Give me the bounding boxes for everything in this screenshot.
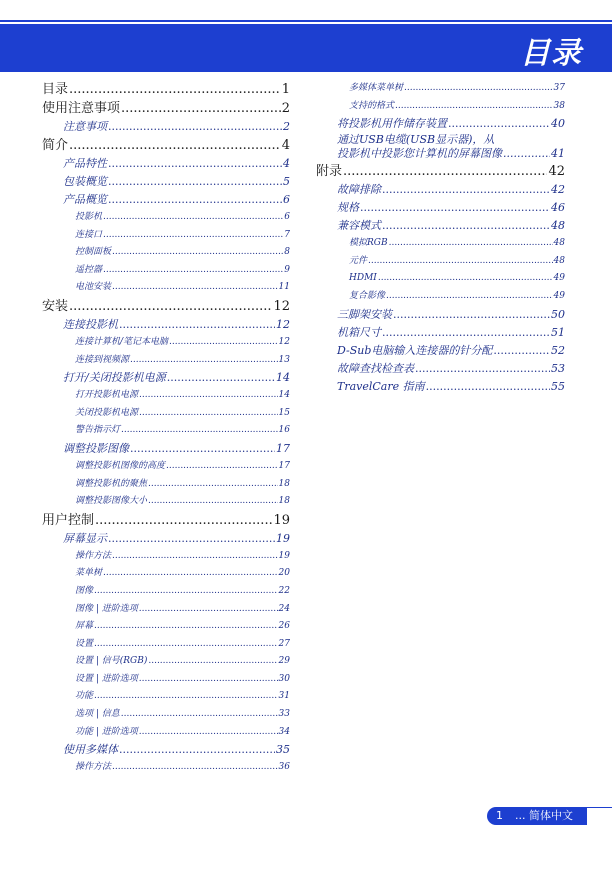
toc-entry-title: 包装概览 bbox=[63, 175, 107, 188]
toc-entry-title: 功能 | 进阶选项 bbox=[75, 726, 138, 737]
header-rule bbox=[0, 20, 612, 22]
toc-entry[interactable] bbox=[42, 706, 290, 724]
toc-entry-title: 选项 | 信息 bbox=[75, 709, 120, 720]
toc-entry-page: 22 bbox=[278, 585, 290, 596]
toc-entry[interactable] bbox=[42, 548, 290, 566]
toc-entry-page: 8 bbox=[284, 247, 290, 258]
toc-entry-page: 6 bbox=[283, 193, 290, 206]
toc-entry-page: 53 bbox=[551, 361, 565, 375]
toc-entry-page: 55 bbox=[551, 379, 565, 393]
toc-entry-page: 20 bbox=[278, 568, 290, 579]
toc-entry-page: 9 bbox=[284, 264, 290, 275]
toc-entry-title: 模拟RGB bbox=[349, 238, 388, 249]
toc-leader-dots bbox=[493, 342, 550, 360]
toc-entry-title: 控制面板 bbox=[75, 247, 112, 258]
toc-leader-dots bbox=[108, 173, 282, 191]
toc-entry-page: 14 bbox=[276, 371, 290, 385]
toc-entry-page: 29 bbox=[278, 656, 290, 667]
toc-entry-title: 投影机 bbox=[75, 212, 103, 222]
toc-leader-dots bbox=[169, 334, 278, 352]
toc-entry-title-cont: 投影机中投影您计算机的屏幕图像 bbox=[337, 147, 502, 161]
toc-entry-page: 41 bbox=[551, 147, 565, 161]
toc-entry[interactable] bbox=[316, 98, 565, 116]
toc-entry-title: 通过USB电缆(USB显示器)，从 bbox=[337, 133, 495, 147]
toc-entry-page: 2 bbox=[281, 101, 290, 116]
toc-entry-page: 31 bbox=[278, 691, 290, 702]
toc-entry-page: 46 bbox=[551, 201, 565, 215]
toc-entry[interactable] bbox=[316, 270, 565, 288]
toc-leader-dots bbox=[139, 405, 278, 423]
toc-leader-dots bbox=[108, 155, 282, 173]
toc-entry-title: 故障排除 bbox=[337, 183, 381, 197]
toc-leader-dots bbox=[121, 422, 278, 440]
toc-entry-title: 元件 bbox=[349, 255, 368, 266]
toc-entry-title: 关闭投影机电源 bbox=[75, 407, 139, 418]
toc-entry-title: 图像 bbox=[75, 585, 94, 596]
toc-chapter[interactable] bbox=[42, 80, 290, 99]
toc-entry[interactable] bbox=[42, 759, 290, 777]
toc-entry-title: 故障查找检查表 bbox=[337, 361, 414, 375]
toc-leader-dots bbox=[148, 493, 278, 511]
toc-entry-title: 简介 bbox=[42, 138, 69, 153]
toc-entry[interactable] bbox=[42, 458, 290, 476]
toc-leader-dots bbox=[119, 316, 275, 334]
toc-entry-page: 48 bbox=[553, 255, 565, 266]
toc-entry-page: 50 bbox=[551, 307, 565, 321]
toc-leader-dots bbox=[103, 262, 283, 280]
toc-leader-dots bbox=[382, 217, 550, 235]
toc-entry-title: 连接计算机/笔记本电脑 bbox=[75, 336, 169, 347]
toc-entry-page: 15 bbox=[278, 407, 290, 418]
toc-entry-page: 14 bbox=[278, 390, 290, 401]
toc-leader-dots bbox=[112, 759, 278, 777]
toc-leader-dots bbox=[148, 476, 278, 494]
toc-entry-title: 附录 bbox=[316, 164, 343, 180]
toc-leader-dots bbox=[121, 706, 278, 724]
toc-entry-page: 51 bbox=[551, 325, 565, 339]
toc-entry-page: 4 bbox=[281, 138, 290, 153]
toc-entry-title: 连接口 bbox=[75, 229, 103, 240]
toc-leader-dots bbox=[139, 724, 278, 742]
footer-rule bbox=[587, 807, 612, 826]
toc-entry-page: 24 bbox=[278, 603, 290, 614]
toc-column-right bbox=[316, 80, 565, 396]
footer-page-tab bbox=[487, 807, 587, 825]
toc-entry-title: 设置 | 进阶选项 bbox=[75, 673, 138, 684]
toc-entry[interactable] bbox=[316, 324, 565, 342]
toc-chapter[interactable] bbox=[42, 136, 290, 155]
toc-leader-dots bbox=[108, 118, 282, 136]
toc-entry[interactable] bbox=[316, 235, 565, 253]
toc-entry-page: 38 bbox=[553, 100, 565, 111]
toc-entry-title: 设置 bbox=[75, 638, 94, 649]
toc-entry[interactable] bbox=[42, 244, 290, 262]
toc-entry[interactable] bbox=[42, 118, 290, 136]
toc-entry[interactable] bbox=[42, 741, 290, 759]
toc-entry-title: 电池安装 bbox=[75, 282, 112, 293]
toc-entry-title: TravelCare 指南 bbox=[337, 379, 425, 393]
toc-entry[interactable] bbox=[42, 352, 290, 370]
toc-entry-page: 49 bbox=[553, 273, 565, 284]
toc-leader-dots bbox=[121, 99, 281, 118]
toc-entry-page: 18 bbox=[278, 478, 290, 489]
toc-entry-title: 打开投影机电源 bbox=[75, 390, 139, 401]
toc-leader-dots bbox=[139, 671, 278, 689]
toc-leader-dots bbox=[503, 146, 550, 162]
toc-entry[interactable] bbox=[42, 583, 290, 601]
toc-entry-title: 屏幕显示 bbox=[63, 531, 107, 545]
toc-leader-dots bbox=[167, 369, 275, 387]
toc-entry[interactable] bbox=[42, 422, 290, 440]
toc-entry-title: 支持的格式 bbox=[349, 100, 395, 111]
toc-leader-dots bbox=[112, 279, 278, 297]
toc-leader-dots bbox=[360, 199, 550, 217]
toc-leader-dots bbox=[94, 636, 278, 654]
toc-entry-page: 48 bbox=[553, 238, 565, 249]
toc-chapter[interactable] bbox=[42, 511, 290, 530]
toc-leader-dots bbox=[386, 288, 553, 306]
toc-leader-dots bbox=[415, 360, 550, 378]
toc-entry[interactable] bbox=[42, 724, 290, 742]
toc-leader-dots bbox=[112, 548, 278, 566]
toc-leader-dots bbox=[368, 253, 553, 271]
toc-entry[interactable] bbox=[42, 671, 290, 689]
toc-entry[interactable] bbox=[42, 405, 290, 423]
toc-entry[interactable] bbox=[42, 227, 290, 245]
toc-leader-dots bbox=[378, 270, 553, 288]
toc-leader-dots bbox=[69, 297, 272, 316]
toc-entry[interactable] bbox=[316, 199, 565, 217]
toc-leader-dots bbox=[382, 324, 550, 342]
toc-leader-dots bbox=[112, 244, 283, 262]
toc-leader-dots bbox=[130, 440, 275, 458]
toc-entry-title: 产品特性 bbox=[63, 157, 107, 170]
toc-entry[interactable] bbox=[42, 173, 290, 191]
toc-leader-dots bbox=[69, 136, 281, 155]
toc-entry[interactable] bbox=[42, 316, 290, 334]
toc-entry[interactable] bbox=[42, 369, 290, 387]
toc-entry-page: 6 bbox=[284, 212, 290, 222]
toc-entry[interactable] bbox=[42, 155, 290, 173]
toc-entry-title: 连接投影机 bbox=[63, 317, 118, 331]
toc-entry-page: 16 bbox=[278, 425, 290, 436]
toc-entry[interactable] bbox=[316, 253, 565, 271]
toc-entry[interactable] bbox=[42, 601, 290, 619]
toc-leader-dots bbox=[148, 653, 277, 671]
toc-entry-page: 13 bbox=[278, 354, 290, 365]
toc-entry-page: 35 bbox=[276, 743, 290, 757]
toc-entry-title: 注意事项 bbox=[63, 120, 107, 133]
toc-chapter[interactable] bbox=[316, 162, 565, 181]
toc-entry-page: 49 bbox=[553, 290, 565, 301]
toc-entry-page: 4 bbox=[283, 157, 290, 170]
toc-leader-dots bbox=[139, 601, 278, 619]
toc-leader-dots bbox=[94, 583, 278, 601]
toc-leader-dots bbox=[108, 191, 282, 209]
toc-entry-page: 48 bbox=[551, 219, 565, 233]
toc-leader-dots bbox=[108, 530, 275, 548]
footer-language-label: ... 简体中文 bbox=[515, 809, 573, 822]
toc-leader-dots bbox=[130, 352, 278, 370]
page-title: 目录 bbox=[520, 36, 582, 71]
toc-entry[interactable] bbox=[42, 565, 290, 583]
toc-leader-dots bbox=[395, 98, 553, 116]
toc-entry-page: 2 bbox=[283, 120, 290, 133]
toc-entry-page: 30 bbox=[278, 673, 290, 684]
toc-entry-page: 12 bbox=[278, 336, 290, 347]
toc-leader-dots bbox=[393, 306, 550, 324]
toc-entry-page: 40 bbox=[551, 117, 565, 131]
toc-entry-page: 42 bbox=[548, 164, 565, 180]
toc-entry-title: 调整投影图像大小 bbox=[75, 496, 148, 507]
toc-entry-page: 34 bbox=[278, 726, 290, 737]
toc-entry-page: 19 bbox=[276, 531, 290, 545]
toc-entry[interactable] bbox=[42, 334, 290, 352]
toc-entry[interactable] bbox=[316, 342, 565, 360]
toc-entry[interactable] bbox=[42, 440, 290, 458]
toc-entry[interactable] bbox=[316, 378, 565, 396]
toc-entry-page: 19 bbox=[278, 550, 290, 561]
toc-entry[interactable] bbox=[42, 530, 290, 548]
toc-entry-page: 52 bbox=[551, 343, 565, 357]
toc-entry-title: 多媒体菜单树 bbox=[349, 83, 404, 93]
toc-entry-title: 安装 bbox=[42, 298, 69, 314]
toc-entry-page: 42 bbox=[551, 183, 565, 197]
toc-leader-dots bbox=[119, 741, 275, 759]
toc-entry[interactable] bbox=[316, 217, 565, 235]
toc-leader-dots bbox=[103, 209, 283, 227]
toc-entry[interactable] bbox=[316, 115, 565, 133]
toc-leader-dots bbox=[139, 387, 278, 405]
toc-entry[interactable] bbox=[42, 262, 290, 280]
toc-entry[interactable] bbox=[316, 181, 565, 199]
toc-entry-page: 37 bbox=[553, 83, 565, 93]
toc-entry-title: 使用多媒体 bbox=[63, 743, 118, 757]
toc-entry-title: 屏幕 bbox=[75, 621, 94, 632]
toc-entry-title: 规格 bbox=[337, 201, 359, 215]
toc-entry[interactable] bbox=[42, 653, 290, 671]
toc-entry[interactable] bbox=[42, 636, 290, 654]
toc-leader-dots bbox=[389, 235, 553, 253]
toc-entry-title: 菜单树 bbox=[75, 568, 103, 579]
toc-leader-dots bbox=[69, 80, 281, 99]
toc-entry-title: 将投影机用作储存装置 bbox=[337, 117, 447, 131]
toc-leader-dots bbox=[404, 80, 553, 98]
toc-entry-title: 兼容模式 bbox=[337, 219, 381, 233]
toc-leader-dots bbox=[166, 458, 278, 476]
toc-entry[interactable] bbox=[42, 209, 290, 227]
toc-entry-title: 图像 | 进阶选项 bbox=[75, 603, 138, 614]
toc-entry-title: 调整投影机图像的高度 bbox=[75, 460, 166, 471]
toc-entry-title: 调整投影图像 bbox=[63, 441, 129, 455]
toc-entry-page: 17 bbox=[278, 460, 290, 471]
toc-entry-title: 功能 bbox=[75, 691, 94, 702]
toc-entry-page: 1 bbox=[281, 82, 290, 97]
toc-entry[interactable] bbox=[316, 306, 565, 324]
toc-entry-title: 调整投影机的聚焦 bbox=[75, 478, 148, 489]
toc-entry-title: 机箱尺寸 bbox=[337, 325, 381, 339]
toc-entry-title: D-Sub电脑输入连接器的针分配 bbox=[337, 343, 493, 357]
footer-page-number: 1 bbox=[496, 809, 503, 822]
toc-leader-dots bbox=[94, 618, 278, 636]
toc-entry-page: 36 bbox=[278, 762, 290, 773]
toc-entry[interactable] bbox=[316, 133, 565, 162]
toc-entry-title: 操作方法 bbox=[75, 550, 112, 561]
toc-entry-title: 设置 | 信号(RGB) bbox=[75, 656, 148, 667]
toc-entry-page: 5 bbox=[283, 175, 290, 188]
toc-entry-page: 19 bbox=[273, 512, 290, 528]
toc-entry-page: 26 bbox=[278, 621, 290, 632]
toc-entry[interactable] bbox=[316, 80, 565, 98]
toc-leader-dots bbox=[103, 565, 278, 583]
toc-leader-dots bbox=[94, 688, 278, 706]
toc-entry-page: 18 bbox=[278, 496, 290, 507]
toc-entry[interactable] bbox=[42, 279, 290, 297]
toc-entry-page: 12 bbox=[276, 317, 290, 331]
toc-entry[interactable] bbox=[42, 618, 290, 636]
toc-entry-title: 操作方法 bbox=[75, 762, 112, 773]
toc-entry-title: 连接到视频源 bbox=[75, 354, 130, 365]
toc-entry-page: 7 bbox=[284, 229, 290, 240]
toc-entry[interactable] bbox=[316, 360, 565, 378]
toc-entry[interactable] bbox=[42, 493, 290, 511]
toc-leader-dots bbox=[448, 115, 550, 133]
toc-entry-page: 11 bbox=[278, 282, 290, 293]
toc-entry-title: 遥控器 bbox=[75, 264, 103, 275]
toc-entry-title: 复合影像 bbox=[349, 290, 386, 301]
toc-entry-title: 目录 bbox=[42, 82, 69, 97]
toc-entry-title: 打开/关闭投影机电源 bbox=[63, 371, 166, 385]
toc-chapter[interactable] bbox=[42, 297, 290, 316]
toc-leader-dots bbox=[95, 511, 272, 530]
toc-entry-page: 27 bbox=[278, 638, 290, 649]
toc-entry-title: HDMI bbox=[349, 273, 377, 284]
toc-entry[interactable] bbox=[42, 476, 290, 494]
toc-leader-dots bbox=[343, 162, 547, 181]
toc-entry[interactable] bbox=[42, 688, 290, 706]
toc-leader-dots bbox=[103, 227, 283, 245]
toc-entry-title: 警告指示灯 bbox=[75, 425, 121, 436]
toc-chapter[interactable] bbox=[42, 99, 290, 118]
toc-entry-title: 产品概览 bbox=[63, 193, 107, 206]
toc-entry[interactable] bbox=[42, 191, 290, 209]
header-banner bbox=[0, 24, 612, 72]
toc-leader-dots bbox=[426, 378, 550, 396]
toc-entry-title: 使用注意事项 bbox=[42, 101, 121, 116]
toc-leader-dots bbox=[382, 181, 550, 199]
toc-column-left bbox=[42, 80, 290, 777]
toc-entry[interactable] bbox=[42, 387, 290, 405]
toc-entry-page: 12 bbox=[273, 298, 290, 314]
toc-entry-page: 33 bbox=[278, 709, 290, 720]
toc-entry-page: 17 bbox=[276, 441, 290, 455]
toc-entry[interactable] bbox=[316, 288, 565, 306]
toc-entry-title: 用户控制 bbox=[42, 512, 95, 528]
toc-entry-title: 三脚架安装 bbox=[337, 307, 392, 321]
